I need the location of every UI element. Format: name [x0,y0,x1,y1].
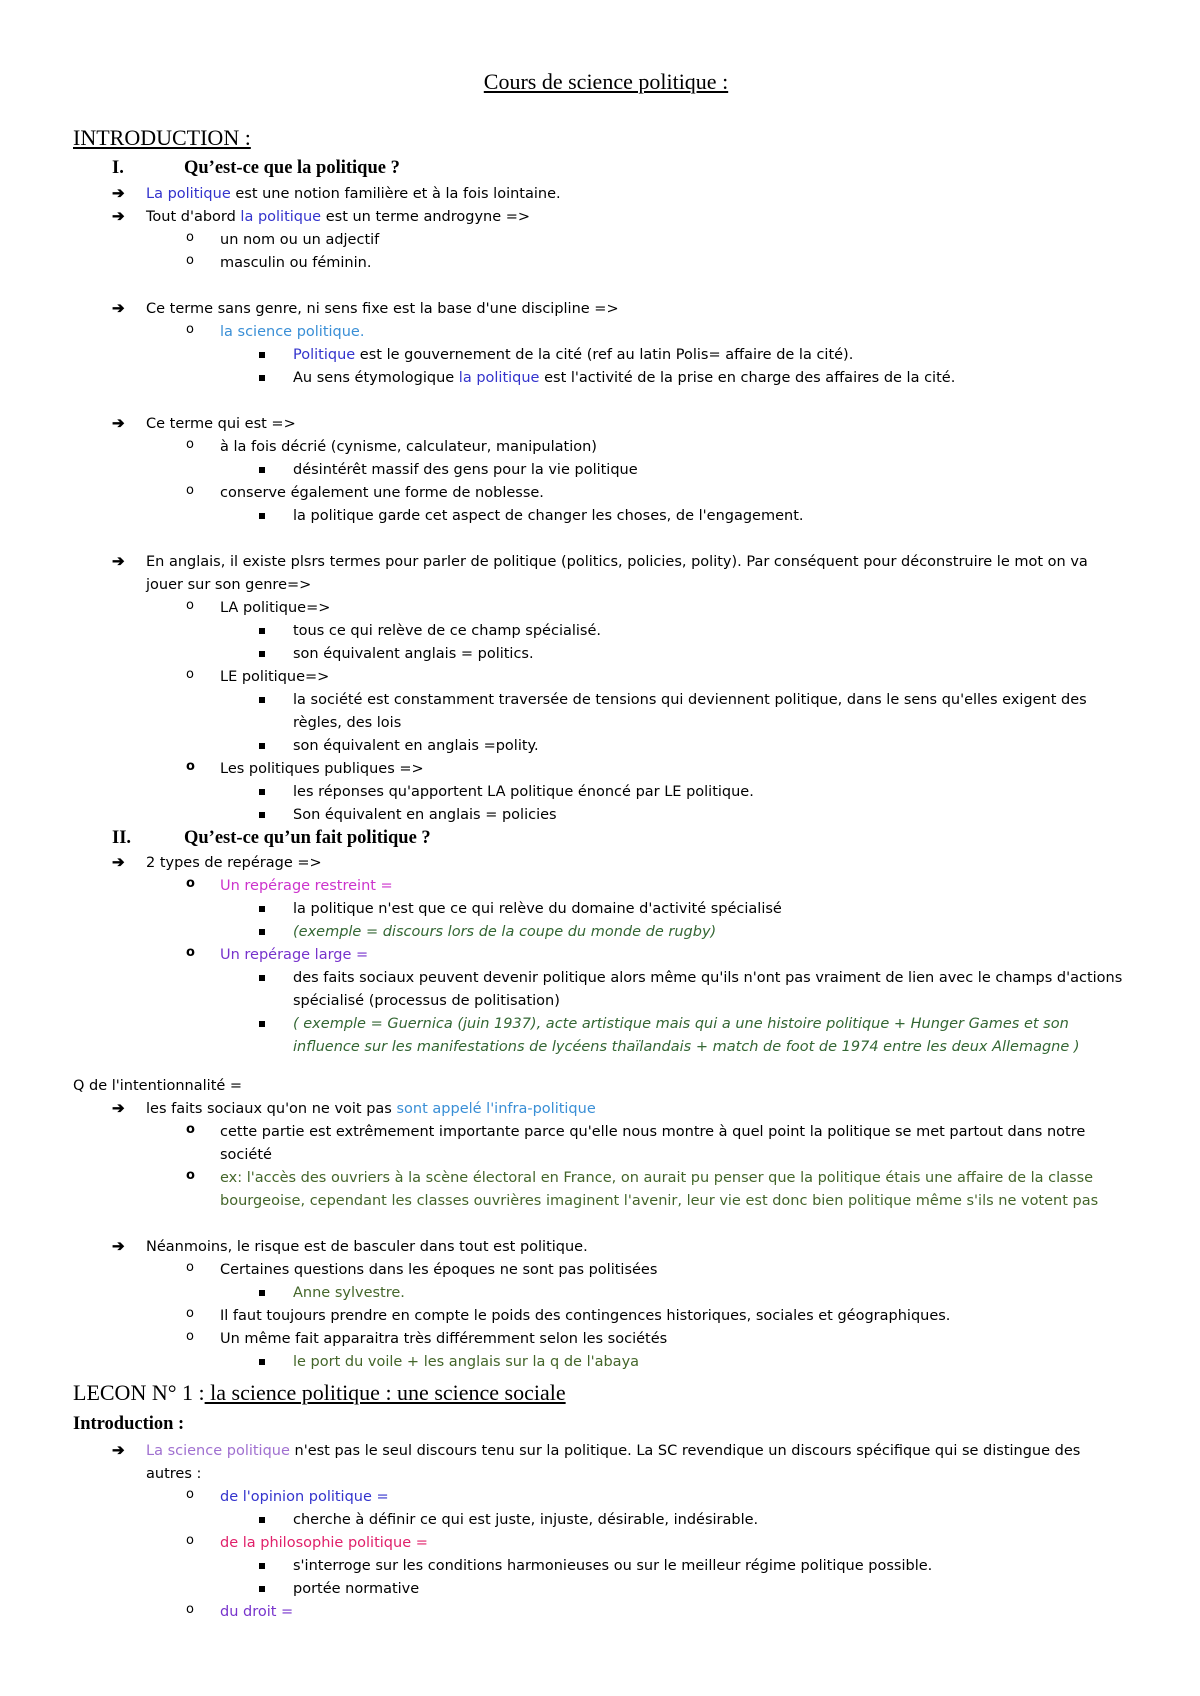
square-bullet-icon [259,975,265,981]
list-item: ex: l'accès des ouvriers à la scène électoral en France, on aurait pu penser que la politique étais une affaire de la classe [220,1170,1094,1186]
square-bullet-icon [259,1021,265,1027]
circle-bullet-icon: o [186,945,195,960]
circle-bullet-icon: o [186,1168,195,1183]
section-number: II. [112,828,132,848]
list-item-continuation: jouer sur son genre=> [146,577,312,593]
square-bullet-icon [259,697,265,703]
list-item: Un même fait apparaitra très différemment selon les sociétés [220,1331,668,1347]
square-bullet-icon [259,628,265,634]
list-item: du droit = [220,1604,294,1620]
list-item: s'interroge sur les conditions harmonieuses ou sur le meilleur régime politique possible. [293,1558,933,1574]
list-item: En anglais, il existe plsrs termes pour parler de politique (politics, policies, polity). Par conséquent pour déconstruire le mot on va [146,554,1088,570]
arrow-bullet-icon: ➔ [112,1239,125,1255]
arrow-bullet-icon: ➔ [112,209,125,225]
list-item: à la fois décrié (cynisme, calculateur, manipulation) [220,439,597,455]
square-bullet-icon [259,1290,265,1296]
list-item: de l'opinion politique = [220,1489,389,1505]
list-item: son équivalent anglais = politics. [293,646,534,662]
list-item: Néanmoins, le risque est de basculer dans tout est politique. [146,1239,588,1255]
circle-bullet-icon: o [186,483,194,498]
section-title: Qu’est-ce qu’un fait politique ? [184,828,431,848]
list-item-continuation: société [220,1147,272,1163]
list-item: masculin ou féminin. [220,255,372,271]
square-bullet-icon [259,1563,265,1569]
list-item-continuation: autres : [146,1466,202,1482]
list-item: Les politiques publiques => [220,761,424,777]
arrow-bullet-icon: ➔ [112,301,125,317]
arrow-bullet-icon: ➔ [112,1101,125,1117]
circle-bullet-icon: o [186,1122,195,1137]
square-bullet-icon [259,906,265,912]
list-item: Ce terme qui est => [146,416,296,432]
arrow-bullet-icon: ➔ [112,554,125,570]
list-item: Un repérage large = [220,947,369,963]
subsection-heading: Introduction : [73,1414,185,1434]
list-item-continuation: influence sur les manifestations de lycéens thaïlandais + match de foot de 1974 entre les deux Allemagne ) [293,1039,1080,1055]
circle-bullet-icon: o [186,667,194,682]
list-item: portée normative [293,1581,420,1597]
list-item: Certaines questions dans les époques ne sont pas politisées [220,1262,658,1278]
list-item: Anne sylvestre. [293,1285,405,1301]
list-item: Politique est le gouvernement de la cité (ref au latin Polis= affaire de la cité). [293,347,854,363]
square-bullet-icon [259,789,265,795]
square-bullet-icon [259,467,265,473]
list-item-continuation: bourgeoise, cependant les classes ouvrières imaginent l'avenir, leur vie est donc bien politique même s'ils ne votent pas [220,1193,1099,1209]
list-item: Il faut toujours prendre en compte le poids des contingences historiques, sociales et géographiques. [220,1308,951,1324]
circle-bullet-icon: o [186,598,194,613]
circle-bullet-icon: o [186,1602,194,1617]
list-item: LA politique=> [220,600,331,616]
list-item: son équivalent en anglais =polity. [293,738,539,754]
list-item: 2 types de repérage => [146,855,322,871]
list-item: la politique garde cet aspect de changer les choses, de l'engagement. [293,508,804,524]
list-item: la science politique. [220,324,365,340]
list-item: conserve également une forme de noblesse. [220,485,544,501]
list-item: la politique n'est que ce qui relève du domaine d'activité spécialisé [293,901,782,917]
list-item: (exemple = discours lors de la coupe du monde de rugby) [293,924,717,940]
list-item: Tout d'abord la politique est un terme androgyne => [146,209,531,225]
circle-bullet-icon: o [186,876,195,891]
list-item: Un repérage restreint = [220,878,393,894]
arrow-bullet-icon: ➔ [112,416,125,432]
arrow-bullet-icon: ➔ [112,1443,125,1459]
list-item: La science politique n'est pas le seul discours tenu sur la politique. La SC revendique un discours spécifique qui se distingue des [146,1443,1081,1459]
circle-bullet-icon: o [186,1329,194,1344]
list-item: Au sens étymologique la politique est l'activité de la prise en charge des affaires de la cité. [293,370,956,386]
square-bullet-icon [259,513,265,519]
arrow-bullet-icon: ➔ [112,855,125,871]
list-item: La politique est une notion familière et à la fois lointaine. [146,186,561,202]
list-item-continuation: spécialisé (processus de politisation) [293,993,560,1009]
lesson-heading: LECON N° 1 : la science politique : une science sociale [73,1380,566,1405]
intro-heading: INTRODUCTION : [73,125,251,150]
square-bullet-icon [259,812,265,818]
list-item: de la philosophie politique = [220,1535,428,1551]
circle-bullet-icon: o [186,230,194,245]
square-bullet-icon [259,1359,265,1365]
circle-bullet-icon: o [186,1487,194,1502]
circle-bullet-icon: o [186,1306,194,1321]
circle-bullet-icon: o [186,1533,194,1548]
square-bullet-icon [259,1517,265,1523]
list-item: cherche à définir ce qui est juste, injuste, désirable, indésirable. [293,1512,759,1528]
circle-bullet-icon: o [186,253,194,268]
list-item-continuation: règles, des lois [293,715,402,731]
list-item: désintérêt massif des gens pour la vie politique [293,462,638,478]
circle-bullet-icon: o [186,437,194,452]
list-item: Son équivalent en anglais = policies [293,807,557,823]
square-bullet-icon [259,352,265,358]
list-item: les réponses qu'apportent LA politique énoncé par LE politique. [293,784,754,800]
square-bullet-icon [259,1586,265,1592]
circle-bullet-icon: o [186,759,195,774]
section-title: Qu’est-ce que la politique ? [184,158,400,178]
circle-bullet-icon: o [186,322,194,337]
section-heading-1 [112,158,400,178]
list-item: cette partie est extrêmement importante parce qu'elle nous montre à quel point la politique se met partout dans notre [220,1124,1086,1140]
list-item: les faits sociaux qu'on ne voit pas sont appelé l'infra-politique [146,1101,596,1117]
square-bullet-icon [259,743,265,749]
paragraph-label: Q de l'intentionnalité = [73,1078,243,1094]
list-item: des faits sociaux peuvent devenir politique alors même qu'ils n'ont pas vraiment de lien avec le champs d'actions [293,970,1123,986]
circle-bullet-icon: o [186,1260,194,1275]
list-item: tous ce qui relève de ce champ spécialisé. [293,623,601,639]
list-item: Ce terme sans genre, ni sens fixe est la base d'une discipline => [146,301,619,317]
square-bullet-icon [259,929,265,935]
square-bullet-icon [259,375,265,381]
square-bullet-icon [259,651,265,657]
section-heading-2 [112,828,431,848]
list-item: un nom ou un adjectif [220,232,380,248]
arrow-bullet-icon: ➔ [112,186,125,202]
section-number: I. [112,158,124,178]
list-item: le port du voile + les anglais sur la q de l'abaya [293,1354,640,1370]
list-item: la société est constamment traversée de tensions qui deviennent politique, dans le sens qu'elles exigent des [293,692,1087,708]
list-item: ( exemple = Guernica (juin 1937), acte artistique mais qui a une histoire politique + Hunger Games et son [293,1016,1069,1032]
list-item: LE politique=> [220,669,330,685]
document-title: Cours de science politique : [483,69,729,94]
